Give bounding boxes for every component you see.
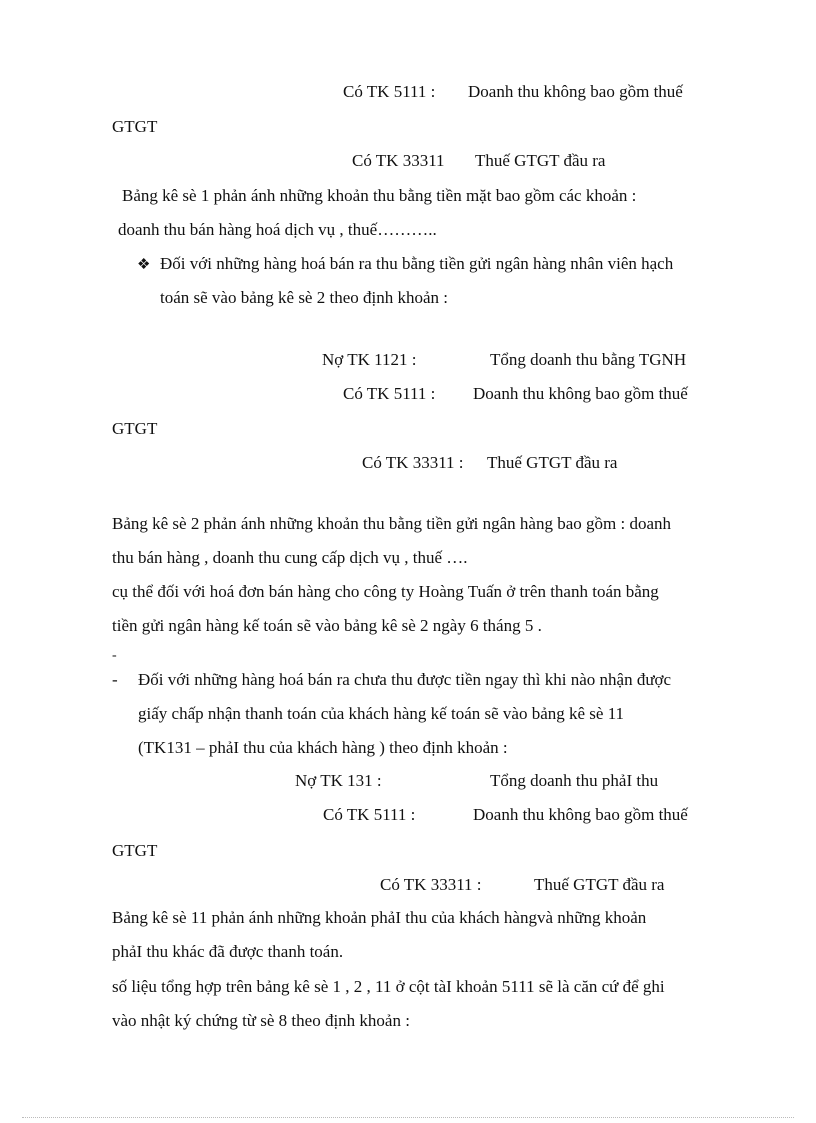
entry2-debit-desc: Tổng doanh thu bằng TGNH [490, 350, 687, 369]
bullet2-line3: (TK131 – phảI thu của khách hàng ) theo định khoản : [138, 738, 508, 757]
entry3-credit2-account: Có TK 33311 : [380, 875, 482, 894]
entry3-debit-desc: Tổng doanh thu phảI thu [490, 771, 659, 790]
entry3-credit1-account: Có TK 5111 : [323, 805, 416, 824]
entry2-credit2-account: Có TK 33311 : [362, 453, 464, 472]
bullet1-line1: Đối với những hàng hoá bán ra thu bằng tiền gửi ngân hàng nhân viên hạch [160, 254, 674, 273]
entry2-wrap: GTGT [112, 419, 158, 438]
para2-line4: tiền gửi ngân hàng kế toán sẽ vào bảng kê sè 2 ngày 6 tháng 5 . [112, 616, 542, 635]
entry3-credit2-desc: Thuế GTGT đầu ra [534, 875, 665, 894]
para3-line2: phảI thu khác đã được thanh toán. [112, 942, 344, 961]
entry3-wrap: GTGT [112, 841, 158, 860]
bullet2-line2: giấy chấp nhận thanh toán của khách hàng kế toán sẽ vào bảng kê sè 11 [138, 704, 625, 723]
entry2-debit-account: Nợ TK 1121 : [322, 350, 417, 369]
para2-line2: thu bán hàng , doanh thu cung cấp dịch vụ , thuế …. [112, 548, 468, 567]
para2-line1: Bảng kê sè 2 phản ánh những khoản thu bằng tiền gửi ngân hàng bao gồm : doanh [112, 514, 672, 533]
entry1-wrap: GTGT [112, 117, 158, 136]
entry2-credit2-desc: Thuế GTGT đầu ra [487, 453, 618, 472]
entry2-credit1-account: Có TK 5111 : [343, 384, 436, 403]
entry3-debit-account: Nợ TK 131 : [295, 771, 382, 790]
bullet2-line1: Đối với những hàng hoá bán ra chưa thu được tiền ngay thì khi nào nhận được [138, 670, 672, 689]
entry1-credit2-account: Có TK 33311 [352, 151, 445, 170]
para3-line1: Bảng kê sè 11 phản ánh những khoản phảI thu của khách hàngvà những khoản [112, 908, 647, 927]
para4-line2: vào nhật ký chứng từ sè 8 theo định khoản : [112, 1011, 410, 1030]
entry1-credit1-account: Có TK 5111 : [343, 82, 436, 101]
page-bottom-divider [22, 1117, 794, 1118]
diamond-bullet-icon: ❖ [137, 257, 151, 273]
entry1-credit2-desc: Thuế GTGT đầu ra [475, 151, 606, 170]
dash-bullet-icon: - [112, 670, 118, 689]
para1-line2: doanh thu bán hàng hoá dịch vụ , thuế……….. [118, 220, 437, 239]
entry3-credit1-desc: Doanh thu không bao gồm thuế [473, 805, 688, 824]
para1-line1: Bảng kê sè 1 phản ánh những khoản thu bằng tiền mặt bao gồm các khoản : [122, 186, 637, 205]
para4-line1: số liệu tổng hợp trên bảng kê sè 1 , 2 , 11 ở cột tàI khoản 5111 sẽ là căn cứ để ghi [112, 977, 665, 996]
entry1-credit1-desc: Doanh thu không bao gồm thuế [468, 82, 683, 101]
empty-dash-item: - [112, 648, 117, 663]
bullet1-line2: toán sẽ vào bảng kê sè 2 theo định khoản : [160, 288, 448, 307]
entry2-credit1-desc: Doanh thu không bao gồm thuế [473, 384, 688, 403]
para2-line3: cụ thể đối với hoá đơn bán hàng cho công ty Hoàng Tuấn ở trên thanh toán bằng [112, 582, 659, 601]
